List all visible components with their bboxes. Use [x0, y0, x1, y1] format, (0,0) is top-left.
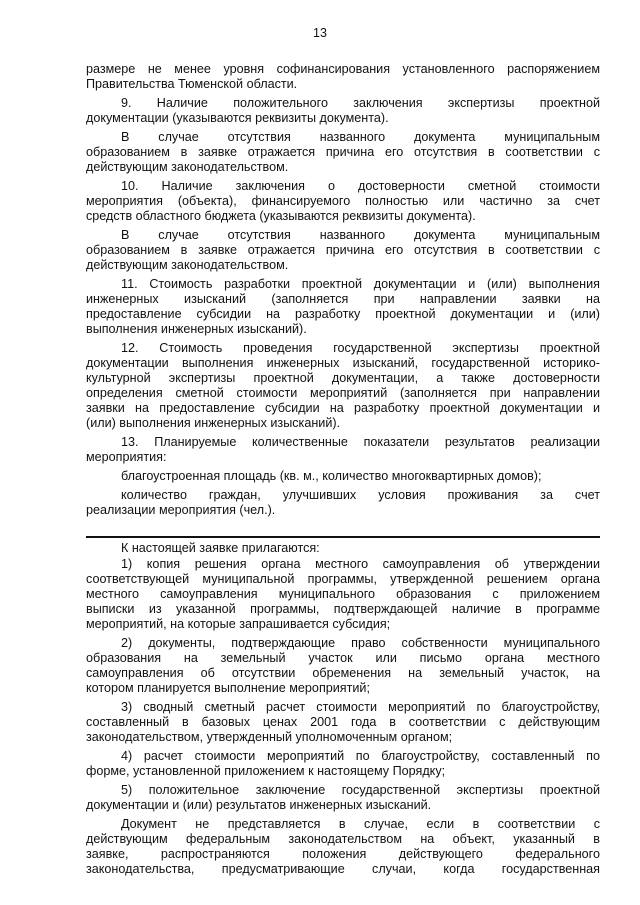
- text-line: количество граждан, улучшивших условия проживания за счет: [121, 488, 600, 502]
- text-line: 12. Стоимость проведения государственной экспертизы проектной: [121, 341, 600, 355]
- text-line: котором планируется выполнение мероприятий;: [86, 681, 370, 695]
- text-line: 13. Планируемые количественные показатели результатов реализации: [121, 435, 600, 449]
- text-line: культурной экспертизы проектной документации, а также достоверности: [86, 371, 600, 385]
- text-line: В случае отсутствия названного документа муниципальным: [121, 228, 600, 242]
- text-line: размере не менее уровня софинансирования установленного распоряжением: [86, 62, 600, 76]
- section-divider: [86, 536, 600, 538]
- text-line: К настоящей заявке прилагаются:: [121, 541, 320, 555]
- text-line: Правительства Тюменской области.: [86, 77, 298, 91]
- text-line: 5) положительное заключение государственной экспертизы проектной: [121, 783, 600, 797]
- text-line: законодательства, предусматривающие случаи, когда государственная: [86, 862, 600, 876]
- text-line: 3) сводный сметный расчет стоимости мероприятий по благоустройству,: [121, 700, 600, 714]
- text-line: образованием в заявке отражается причина его отсутствия в соответствии с: [86, 145, 600, 159]
- text-line: самоуправления об отсутствии обременения на земельный участок, на: [86, 666, 600, 680]
- text-line: Документ не представляется в случае, если в соответствии с: [121, 817, 600, 831]
- text-line: действующим федеральным законодательством на объект, указанный в: [86, 832, 600, 846]
- text-line: выписки из указанной программы, подтверждающей наличие в программе: [86, 602, 600, 616]
- text-line: 2) документы, подтверждающие право собственности муниципального: [121, 636, 600, 650]
- text-line: выполнения инженерных изысканий).: [86, 322, 307, 336]
- text-line: заявки на предоставление субсидии на разработку проектной документации и: [86, 401, 600, 415]
- text-line: соответствующей муниципальной программы, утвержденной решением органа: [86, 572, 600, 586]
- text-line: заявке, распространяются положения действующего федерального: [86, 847, 600, 861]
- text-line: образованием в заявке отражается причина его отсутствия в соответствии с: [86, 243, 600, 257]
- text-line: 9. Наличие положительного заключения экспертизы проектной: [121, 96, 600, 110]
- text-line: действующим законодательством.: [86, 160, 289, 174]
- text-line: инженерных изысканий (заполняется при направлении заявки на: [86, 292, 600, 306]
- text-line: определения сметной стоимости мероприятий (заполняется при направлении: [86, 386, 600, 400]
- text-line: документации (указываются реквизиты документа).: [86, 111, 389, 125]
- text-line: В случае отсутствия названного документа муниципальным: [121, 130, 600, 144]
- text-line: благоустроенная площадь (кв. м., количество многоквартирных домов);: [121, 469, 542, 483]
- text-line: 10. Наличие заключения о достоверности сметной стоимости: [121, 179, 600, 193]
- text-line: мероприятия (объекта), финансируемого полностью или частично за счет: [86, 194, 600, 208]
- text-line: мероприятий, на которые запрашивается субсидия;: [86, 617, 391, 631]
- text-line: составленный в базовых ценах 2001 года в соответствии с действующим: [86, 715, 600, 729]
- text-line: средств областного бюджета (указываются реквизиты документа).: [86, 209, 476, 223]
- text-line: документации выполнения инженерных изысканий, государственной историко-: [86, 356, 600, 370]
- text-line: документации и (или) результатов инженерных изысканий.: [86, 798, 432, 812]
- text-line: образования на земельный участок или письмо органа местного: [86, 651, 600, 665]
- text-line: (или) выполнения инженерных изысканий).: [86, 416, 341, 430]
- text-line: действующим законодательством.: [86, 258, 289, 272]
- text-line: местного самоуправления муниципального образования с приложением: [86, 587, 600, 601]
- text-line: реализации мероприятия (чел.).: [86, 503, 276, 517]
- text-line: 11. Стоимость разработки проектной документации и (или) выполнения: [121, 277, 600, 291]
- text-line: мероприятия:: [86, 450, 167, 464]
- text-line: законодательством, утвержденный уполномоченным органом;: [86, 730, 453, 744]
- text-line: 1) копия решения органа местного самоуправления об утверждении: [121, 557, 600, 571]
- text-line: 4) расчет стоимости мероприятий по благоустройству, составленный по: [121, 749, 600, 763]
- page-number: 13: [313, 26, 327, 40]
- text-line: предоставление субсидии на разработку проектной документации и (или): [86, 307, 600, 321]
- text-line: форме, установленной приложением к настоящему Порядку;: [86, 764, 446, 778]
